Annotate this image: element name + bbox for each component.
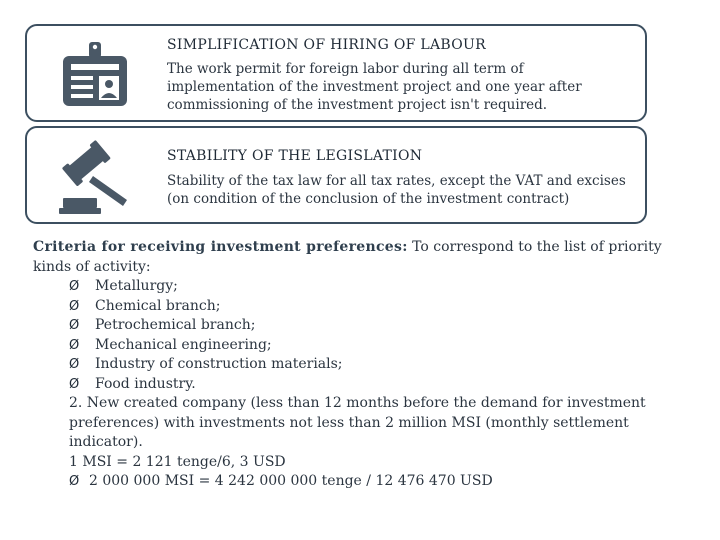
card-title: STABILITY OF THE LEGISLATION — [167, 148, 423, 164]
list-item: Ø Mechanical engineering; — [33, 336, 673, 356]
id-badge-icon — [55, 36, 135, 116]
card-body: Stability of the tax law for all tax rates, except the VAT and excises (on condition of the conclusion of the investment contract) — [167, 173, 626, 207]
arrow-bullet-icon: Ø — [69, 357, 80, 372]
conversion-line — [33, 472, 673, 492]
arrow-bullet-icon: Ø — [69, 318, 80, 333]
activity-list — [33, 277, 673, 394]
criteria-intro — [33, 238, 673, 277]
point-2: 2. New created company (less than 12 months before the demand for investment preferences) with investments not less than 2 million MSI (monthly settlement indicator). — [69, 395, 646, 450]
criteria-heading: Criteria for receiving investment preferences: — [33, 239, 408, 255]
arrow-bullet-icon: Ø — [69, 376, 80, 392]
card-legislation — [25, 126, 647, 224]
conversion-text: 2 000 000 MSI = 4 242 000 000 tenge / 12 476 470 USD — [89, 473, 493, 489]
list-item: Ø Chemical branch; — [33, 297, 673, 317]
arrow-bullet-icon: Ø — [69, 298, 80, 314]
card-body: The work permit for foreign labor during all term of implementation of the investment project and one year after commissioning of the investment project isn't required. — [167, 61, 582, 113]
list-item: Ø Food industry. — [33, 375, 673, 395]
list-item: Ø Metallurgy; — [33, 277, 673, 297]
list-item: Ø Industry of construction materials; — [33, 355, 673, 375]
arrow-bullet-icon: Ø — [69, 474, 80, 489]
criteria-intro-text: To correspond to the list of priority kinds of activity: — [33, 239, 662, 275]
criteria-section — [33, 238, 673, 492]
card-hiring — [25, 24, 647, 122]
arrow-bullet-icon: Ø — [69, 279, 80, 294]
arrow-bullet-icon: Ø — [69, 337, 80, 353]
msi-rate: 1 MSI = 2 121 tenge/6, 3 USD — [69, 453, 286, 470]
list-item: Ø Petrochemical branch; — [33, 316, 673, 336]
card-title: SIMPLIFICATION OF HIRING OF LABOUR — [167, 37, 486, 53]
gavel-icon — [55, 138, 135, 218]
